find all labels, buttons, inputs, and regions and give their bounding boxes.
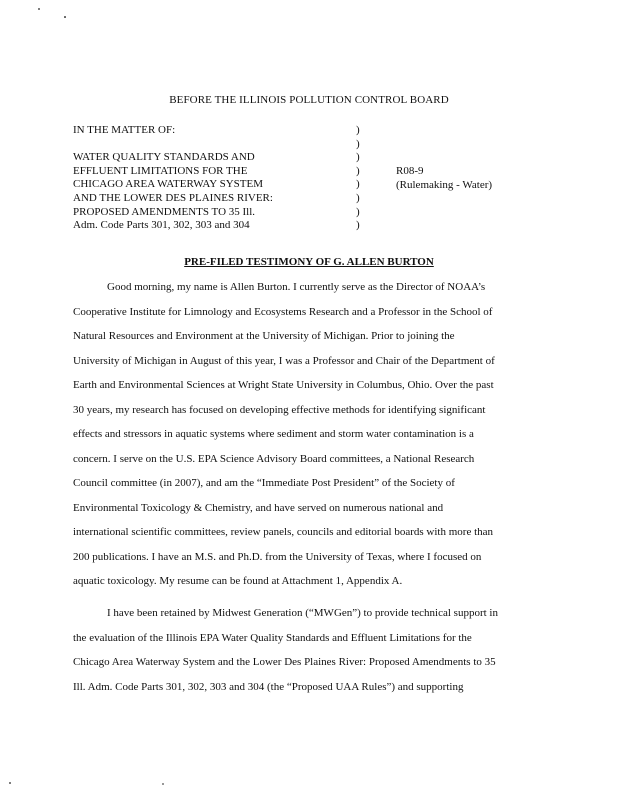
body-line: Ill. Adm. Code Parts 301, 302, 303 and 304 (the “Proposed UAA Rules”) and supporting: [73, 680, 464, 693]
body-line: Council committee (in 2007), and am the “Immediate Post President” of the Society of: [73, 477, 455, 489]
caption-line: Adm. Code Parts 301, 302, 303 and 304: [73, 219, 250, 232]
scan-speck: [162, 783, 164, 785]
docket-type: (Rulemaking - Water): [396, 178, 493, 191]
body-line: Cooperative Institute for Limnology and Ecosystems Research and a Professor in the School of: [73, 305, 493, 318]
body-line: effects and stressors in aquatic systems where sediment and storm water contamination is a: [73, 428, 474, 440]
paren: ): [356, 191, 360, 204]
docket-number: R08-9: [396, 165, 424, 177]
testimony-title: PRE-FILED TESTIMONY OF G. ALLEN BURTON: [184, 256, 434, 268]
body-line: Good morning, my name is Allen Burton. I currently serve as the Director of NOAA’s: [107, 281, 486, 293]
caption-line: EFFLUENT LIMITATIONS FOR THE: [73, 164, 248, 177]
body-line: the evaluation of the Illinois EPA Water Quality Standards and Effluent Limitations for the: [73, 631, 472, 644]
body-line: Natural Resources and Environment at the University of Michigan. Prior to joining the: [73, 330, 455, 342]
paren: ): [356, 205, 360, 218]
body-line: international scientific committees, review panels, councils and editorial boards with more than: [73, 526, 494, 538]
caption-parentheses: [356, 124, 368, 233]
paren: ): [356, 137, 360, 150]
body-line: 30 years, my research has focused on developing effective methods for identifying significant: [73, 403, 486, 416]
paren: ): [356, 178, 360, 191]
body-line: aquatic toxicology. My resume can be found at Attachment 1, Appendix A.: [73, 575, 403, 587]
caption-line: CHICAGO AREA WATERWAY SYSTEM: [73, 178, 263, 191]
body-line: Earth and Environmental Sciences at Wright State University in Columbus, Ohio. Over the past: [73, 379, 494, 391]
paren: ): [356, 164, 360, 177]
caption-line: WATER QUALITY STANDARDS AND: [73, 151, 255, 164]
body-line: 200 publications. I have an M.S. and Ph.D. from the University of Texas, where I focused on: [73, 550, 482, 563]
matter-label: IN THE MATTER OF:: [73, 124, 176, 136]
paren: ): [356, 219, 360, 232]
case-caption: [73, 124, 343, 233]
scan-speck: [9, 782, 11, 784]
caption-line: AND THE LOWER DES PLAINES RIVER:: [73, 191, 273, 204]
scan-speck: [64, 16, 66, 18]
paren: ): [356, 124, 360, 136]
docket-block: [396, 165, 492, 192]
body-line: concern. I serve on the U.S. EPA Science Advisory Board committees, a National Research: [73, 452, 475, 465]
paren: ): [356, 151, 360, 164]
caption-line: PROPOSED AMENDMENTS TO 35 Ill.: [73, 205, 256, 218]
body-line: Chicago Area Waterway System and the Lower Des Plaines River: Proposed Amendments to 35: [73, 656, 496, 668]
body-line: University of Michigan in August of this year, I was a Professor and Chair of the Department of: [73, 354, 495, 367]
scan-speck: [38, 8, 40, 10]
board-title: BEFORE THE ILLINOIS POLLUTION CONTROL BOARD: [169, 94, 449, 106]
body-line: I have been retained by Midwest Generation (“MWGen”) to provide technical support in: [107, 607, 498, 619]
body-line: Environmental Toxicology & Chemistry, and have served on numerous national and: [73, 501, 444, 514]
